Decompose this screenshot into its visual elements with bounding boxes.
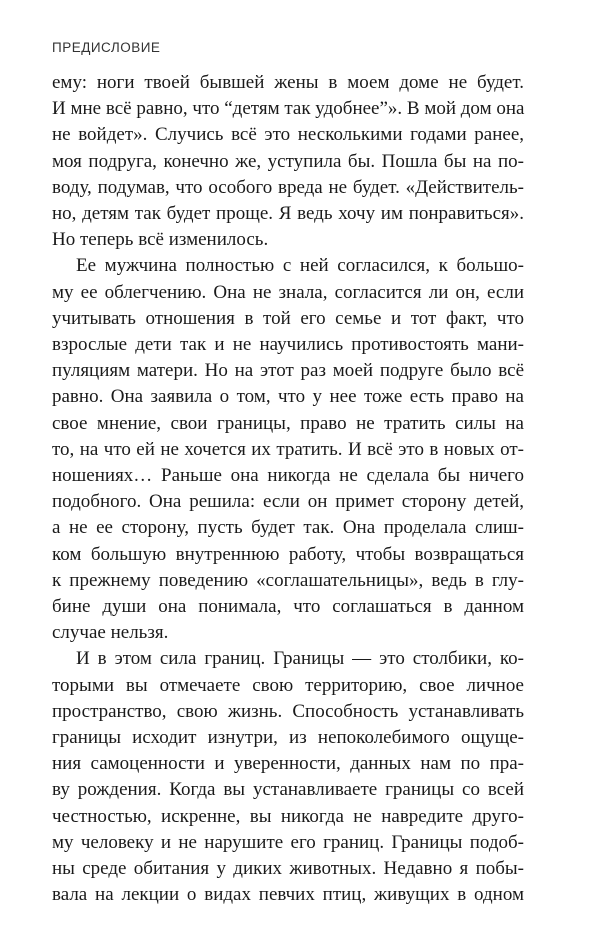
text-line: ношениях… Раньше она никогда не сделала бы ничего bbox=[52, 465, 524, 487]
text-line: ву рождения. Когда вы устанавливаете границы со всей bbox=[52, 779, 524, 801]
text-line: И в этом сила границ. Границы — это столбики, ко- bbox=[76, 648, 524, 670]
text-line: торыми вы отмечаете свою территорию, свое личное bbox=[52, 674, 524, 696]
text-line: И мне всё равно, что “детям так удобнее”». В мой дом она bbox=[52, 98, 525, 120]
text-line: Ее мужчина полностью с ней согласился, к большо- bbox=[76, 255, 524, 277]
text-line: моя подруга, конечно же, уступила бы. Пошла бы на по- bbox=[52, 150, 524, 172]
paragraph bbox=[52, 646, 524, 908]
text-line: му ее облегчению. Она не знала, согласится ли он, если bbox=[52, 281, 524, 303]
text-line: честностью, искренне, вы никогда не навредите друго- bbox=[52, 805, 524, 827]
text-line: взрослые дети так и не научились противостоять мани- bbox=[52, 334, 524, 356]
text-line: воду, подумав, что особого вреда не будет. «Действитель- bbox=[52, 176, 524, 198]
text-line: бине души она понимала, что соглашаться в данном bbox=[52, 596, 524, 618]
text-line: учитывать отношения в той его семье и тот факт, что bbox=[52, 307, 524, 329]
text-line: границы исходит изнутри, из непоколебимого ощуще- bbox=[52, 727, 524, 749]
text-line: вала на лекции о видах певчих птиц, живущих в одном bbox=[52, 884, 524, 906]
text-line: ния самоценности и уверенности, данных нам по пра- bbox=[52, 753, 524, 775]
text-line: Но теперь всё изменилось. bbox=[52, 229, 269, 251]
text-line: пуляциям матери. Но на этот раз моей подруге было всё bbox=[52, 360, 524, 382]
text-line: равно. Она заявила о том, что у нее тоже есть право на bbox=[52, 386, 524, 408]
text-line: а не ее сторону, пусть будет так. Она проделала слиш- bbox=[52, 517, 524, 539]
running-header: ПРЕДИСЛОВИЕ bbox=[52, 40, 161, 55]
paragraph bbox=[52, 253, 524, 646]
text-line: случае нельзя. bbox=[52, 622, 169, 644]
text-line: ком большую внутреннюю работу, чтобы возвращаться bbox=[52, 543, 524, 565]
text-line: не войдет». Случись всё это несколькими годами ранее, bbox=[52, 124, 524, 146]
text-line: подобного. Она решила: если он примет сторону детей, bbox=[52, 491, 524, 513]
text-line: к прежнему поведению «соглашательницы», ведь в глу- bbox=[52, 569, 524, 591]
paragraph bbox=[52, 70, 524, 253]
text-line: то, на что ей не хочется их тратить. И всё это в новых от- bbox=[52, 438, 524, 460]
text-line: ны среде обитания у диких животных. Недавно я побы- bbox=[52, 858, 524, 880]
text-line: пространство, свою жизнь. Способность устанавливать bbox=[52, 700, 524, 722]
text-line: свое мнение, свои границы, право не тратить силы на bbox=[52, 412, 524, 434]
text-line: му человеку и не нарушите его границ. Границы подоб- bbox=[52, 831, 524, 853]
text-line: но, детям так будет проще. Я ведь хочу им понравиться». bbox=[52, 203, 524, 225]
text-line: ему: ноги твоей бывшей жены в моем доме не будет. bbox=[52, 72, 524, 93]
body-text bbox=[52, 70, 524, 909]
